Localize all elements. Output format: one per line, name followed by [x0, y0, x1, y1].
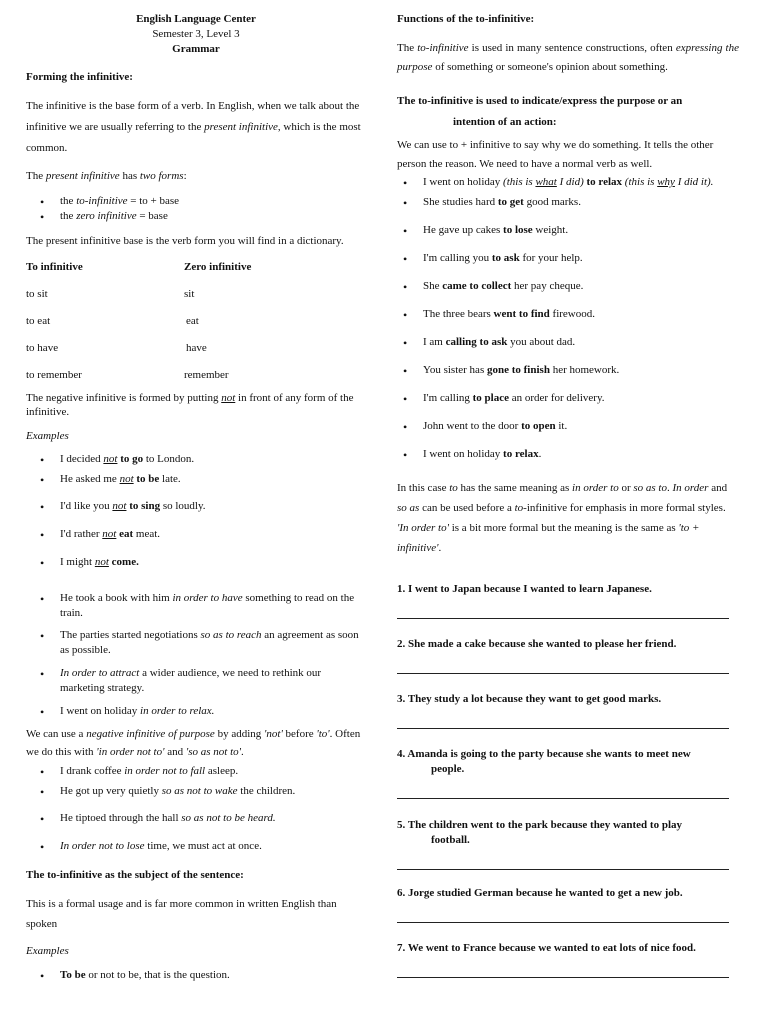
answer-line[interactable]	[397, 798, 729, 799]
infinitive-table	[26, 260, 366, 390]
list-item: • I'm calling to place an order for delivery.	[423, 391, 739, 419]
purpose-examples-list	[26, 591, 366, 719]
list-item: • I decided not to go to London.	[60, 452, 366, 472]
purpose-heading-continued: intention of an action:	[453, 116, 557, 129]
exercise-item	[397, 637, 739, 692]
exercise-number: 4.	[397, 748, 406, 761]
negative-examples-list	[26, 452, 366, 583]
intro-paragraph: The infinitive is the base form of a verb. In English, when we talk about the infinitive we are usually referring to the present infinitive, which is the most common.	[26, 100, 361, 155]
exercise-list	[397, 582, 739, 991]
subject-text: This is a formal usage and is far more common in written English than spoken	[26, 897, 337, 930]
list-item: • I'd like you not to sing so loudly.	[60, 499, 366, 527]
list-item: • John went to the door to open it.	[423, 419, 739, 447]
exercise-item	[397, 582, 739, 637]
exercise-prompt-continued: people.	[431, 763, 465, 776]
exercise-prompt: The children went to the park because they wanted to play	[407, 819, 683, 832]
exercise-item	[397, 818, 739, 886]
exercise-item	[397, 941, 739, 991]
list-item: • I'm calling you to ask for your help.	[423, 251, 739, 279]
table-cell: remember	[184, 369, 229, 382]
answer-line[interactable]	[397, 922, 729, 923]
functions-heading: Functions of the to-infinitive:	[397, 13, 535, 25]
exercise-prompt: She made a cake because she wanted to please her friend.	[408, 638, 677, 651]
list-item: • the to-infinitive = to + base	[60, 194, 366, 209]
table-cell: sit	[184, 288, 195, 301]
table-row	[26, 314, 366, 341]
list-item: • I went on holiday in order to relax.	[60, 704, 366, 719]
exercise-prompt: Jorge studied German because he wanted to get a new job.	[408, 887, 683, 900]
answer-line[interactable]	[397, 618, 729, 619]
exercise-item	[397, 692, 739, 747]
table-cell: to remember	[26, 369, 82, 382]
exercise-number: 2.	[397, 638, 406, 651]
answer-line[interactable]	[397, 977, 729, 978]
list-item: • The three bears went to find firewood.	[423, 307, 739, 335]
exercise-prompt-continued: football.	[431, 834, 470, 847]
exercise-number: 3.	[397, 693, 406, 706]
exercise-number: 7.	[397, 942, 406, 955]
table-cell: to have	[26, 342, 59, 355]
forming-heading: Forming the infinitive:	[26, 70, 133, 83]
exercise-prompt: I went to Japan because I wanted to learn Japanese.	[408, 583, 652, 596]
exercise-prompt: Amanda is going to the party because she wants to meet new	[407, 748, 691, 761]
examples-label: Examples	[26, 429, 69, 442]
list-item: • In order to attract a wider audience, we need to rethink our marketing strategy.	[60, 666, 366, 696]
list-item: • In order not to lose time, we must act at once.	[60, 839, 366, 854]
exercise-item	[397, 886, 739, 941]
exercise-prompt: We went to France because we wanted to eat lots of nice food.	[407, 942, 696, 955]
list-item: • I went on holiday to relax.	[423, 447, 739, 467]
list-item: • I'd rather not eat meat.	[60, 527, 366, 555]
list-item: • He took a book with him in order to have something to read on the train.	[60, 591, 366, 621]
answer-line[interactable]	[397, 673, 729, 674]
table-cell: to sit	[26, 288, 48, 301]
table-header: Zero infinitive	[184, 261, 252, 274]
list-item: • She came to collect her pay cheque.	[423, 279, 739, 307]
base-note: The present infinitive base is the verb form you will find in a dictionary.	[26, 234, 344, 247]
exercise-number: 5.	[397, 819, 406, 832]
table-header-row	[26, 260, 366, 287]
exercise-number: 1.	[397, 583, 406, 596]
table-cell: have	[186, 342, 207, 355]
table-row	[26, 368, 366, 390]
in-order-to-explanation: In this case to has the same meaning as in order to or so as to. In order and so as can be used before a to-infinitive for emphasis in more formal styles. 'In order to' is a bit more formal but the meaning is the same as 'to + infinitive'.	[397, 482, 728, 554]
list-item: • I am calling to ask you about dad.	[423, 335, 739, 363]
table-row	[26, 287, 366, 314]
subject-label: Grammar	[172, 42, 220, 55]
forms-list	[26, 194, 366, 224]
answer-line[interactable]	[397, 869, 729, 870]
list-item: • The parties started negotiations so as to reach an agreement as soon as possible.	[60, 628, 366, 658]
table-cell: eat	[186, 315, 199, 328]
list-item: • She studies hard to get good marks.	[423, 195, 739, 223]
functions-text: The to-infinitive is used in many sentence constructions, often expressing the purpose of something or someone's opinion about something.	[397, 41, 739, 73]
left-column	[26, 12, 366, 983]
exercise-number: 6.	[397, 887, 406, 900]
negative-purpose-list	[26, 764, 366, 854]
list-item: • He got up very quietly so as not to wake the children.	[60, 784, 366, 811]
list-item: • the zero infinitive = base	[60, 209, 366, 224]
exercise-item	[397, 747, 739, 818]
right-column	[397, 12, 739, 991]
list-item: • I went on holiday (this is what I did) to relax (this is why I did it).	[423, 175, 739, 195]
negative-purpose-text: We can use a negative infinitive of purpose by adding 'not' before 'to'. Often we do this with 'in order not to' and 'so as not to'.	[26, 727, 361, 759]
list-item: • He gave up cakes to lose weight.	[423, 223, 739, 251]
purpose-text: We can use to + infinitive to say why we do something. It tells the other person the reason. We need to have a normal verb as well.	[397, 138, 714, 170]
negative-infinitive-text: The negative infinitive is formed by putting not in front of any form of the infinitive.	[26, 392, 354, 419]
subject-examples-list	[26, 968, 366, 983]
purpose-examples-list	[397, 175, 739, 467]
subject-heading: The to-infinitive as the subject of the sentence:	[26, 868, 244, 881]
list-item: • I drank coffee in order not to fall asleep.	[60, 764, 366, 784]
answer-line[interactable]	[397, 728, 729, 729]
table-cell: to eat	[26, 315, 51, 328]
examples-label: Examples	[26, 945, 69, 958]
table-row	[26, 341, 366, 368]
exercise-prompt: They study a lot because they want to get good marks.	[407, 693, 662, 706]
list-item: • He tiptoed through the hall so as not to be heard.	[60, 811, 366, 839]
list-item: • To be or not to be, that is the question.	[60, 968, 366, 983]
list-item: • He asked me not to be late.	[60, 472, 366, 499]
list-item: • I might not come.	[60, 555, 366, 583]
school-name: English Language Center	[136, 13, 256, 25]
present-forms-intro: The present infinitive has two forms:	[26, 170, 187, 183]
list-item: • You sister has gone to finish her homework.	[423, 363, 739, 391]
table-header: To infinitive	[26, 261, 83, 274]
semester-label: Semester 3, Level 3	[152, 27, 240, 40]
purpose-heading: The to-infinitive is used to indicate/express the purpose or an	[397, 95, 683, 108]
